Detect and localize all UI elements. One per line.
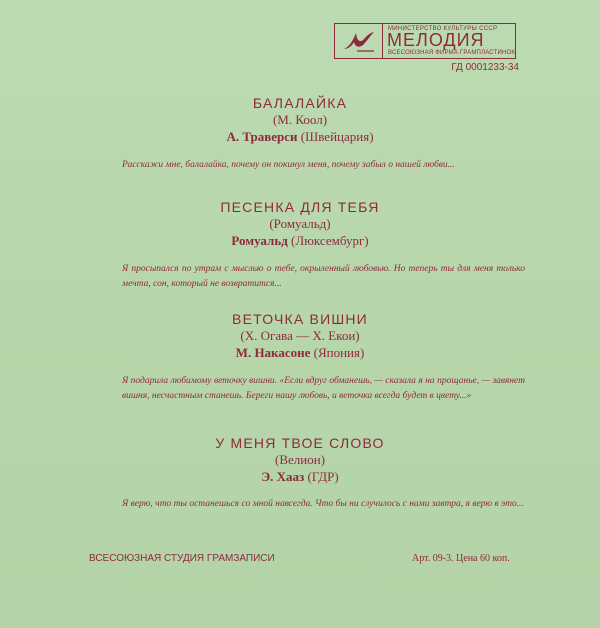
song-title: ВЕТОЧКА ВИШНИ	[232, 311, 368, 327]
melodiya-logo	[334, 23, 516, 59]
studio-label: ВСЕСОЮЗНАЯ СТУДИЯ ГРАМЗАПИСИ	[89, 553, 275, 564]
song-performer	[0, 344, 600, 362]
song-title: БАЛАЛАЙКА	[252, 95, 348, 111]
performer-name: Ромуальд	[231, 233, 288, 248]
performer-name: М. Накасоне	[235, 345, 311, 360]
performer-country: (Швейцария)	[300, 129, 374, 144]
catalog-number: ГД 0001233-34	[451, 62, 519, 73]
song-title: У МЕНЯ ТВОЕ СЛОВО	[215, 435, 385, 451]
song-author: (Х. Огава — Х. Екои)	[240, 328, 360, 343]
song-block	[0, 95, 600, 146]
brand-name: МЕЛОДИЯ	[387, 30, 485, 50]
song-author: (М. Коол)	[272, 112, 328, 127]
melodiya-emblem-icon	[335, 24, 383, 58]
performer-country: (ГДР)	[307, 469, 339, 484]
performer-country: (Люксембург)	[291, 233, 369, 248]
performer-name: Э. Хааз	[261, 469, 305, 484]
article-price-label: Арт. 09-3. Цена 60 коп.	[412, 553, 510, 564]
ministry-label: МИНИСТЕРСТВО КУЛЬТУРЫ СССР	[388, 26, 498, 32]
song-block	[0, 199, 600, 250]
song-excerpt: Я подарила любимому веточку вишни. «Если вдруг обманешь, — сказала я на прощанье, — завянет вишня, несчастным станешь. Береги нашу любовь, и веточка всегда будет в цвету...»	[122, 376, 525, 401]
song-block	[0, 311, 600, 362]
song-author: (Ромуальд)	[269, 216, 331, 231]
song-excerpt: Я верю, что ты останешься со мной навсегда. Что бы ни случилось с нами завтра, я верю в это...	[122, 499, 524, 509]
song-performer	[0, 468, 600, 486]
performer-name: А. Траверси	[226, 129, 298, 144]
song-performer	[0, 232, 600, 250]
logo-text-block	[383, 24, 515, 58]
song-author: (Велион)	[274, 452, 325, 467]
song-performer	[0, 128, 600, 146]
firm-label: ВСЕСОЮЗНАЯ ФИРМА ГРАМПЛАСТИНОК	[388, 50, 516, 56]
song-excerpt: Расскажи мне, балалайка, почему он покинул меня, почему забыл о нашей любви...	[122, 160, 455, 170]
song-excerpt: Я просыпался по утрам с мыслью о тебе, окрыленный любовью. Но теперь ты для меня только мечта, сон, который не возвратится...	[122, 264, 525, 289]
song-block	[0, 435, 600, 486]
song-title: ПЕСЕНКА ДЛЯ ТЕБЯ	[220, 199, 380, 215]
performer-country: (Япония)	[313, 345, 365, 360]
